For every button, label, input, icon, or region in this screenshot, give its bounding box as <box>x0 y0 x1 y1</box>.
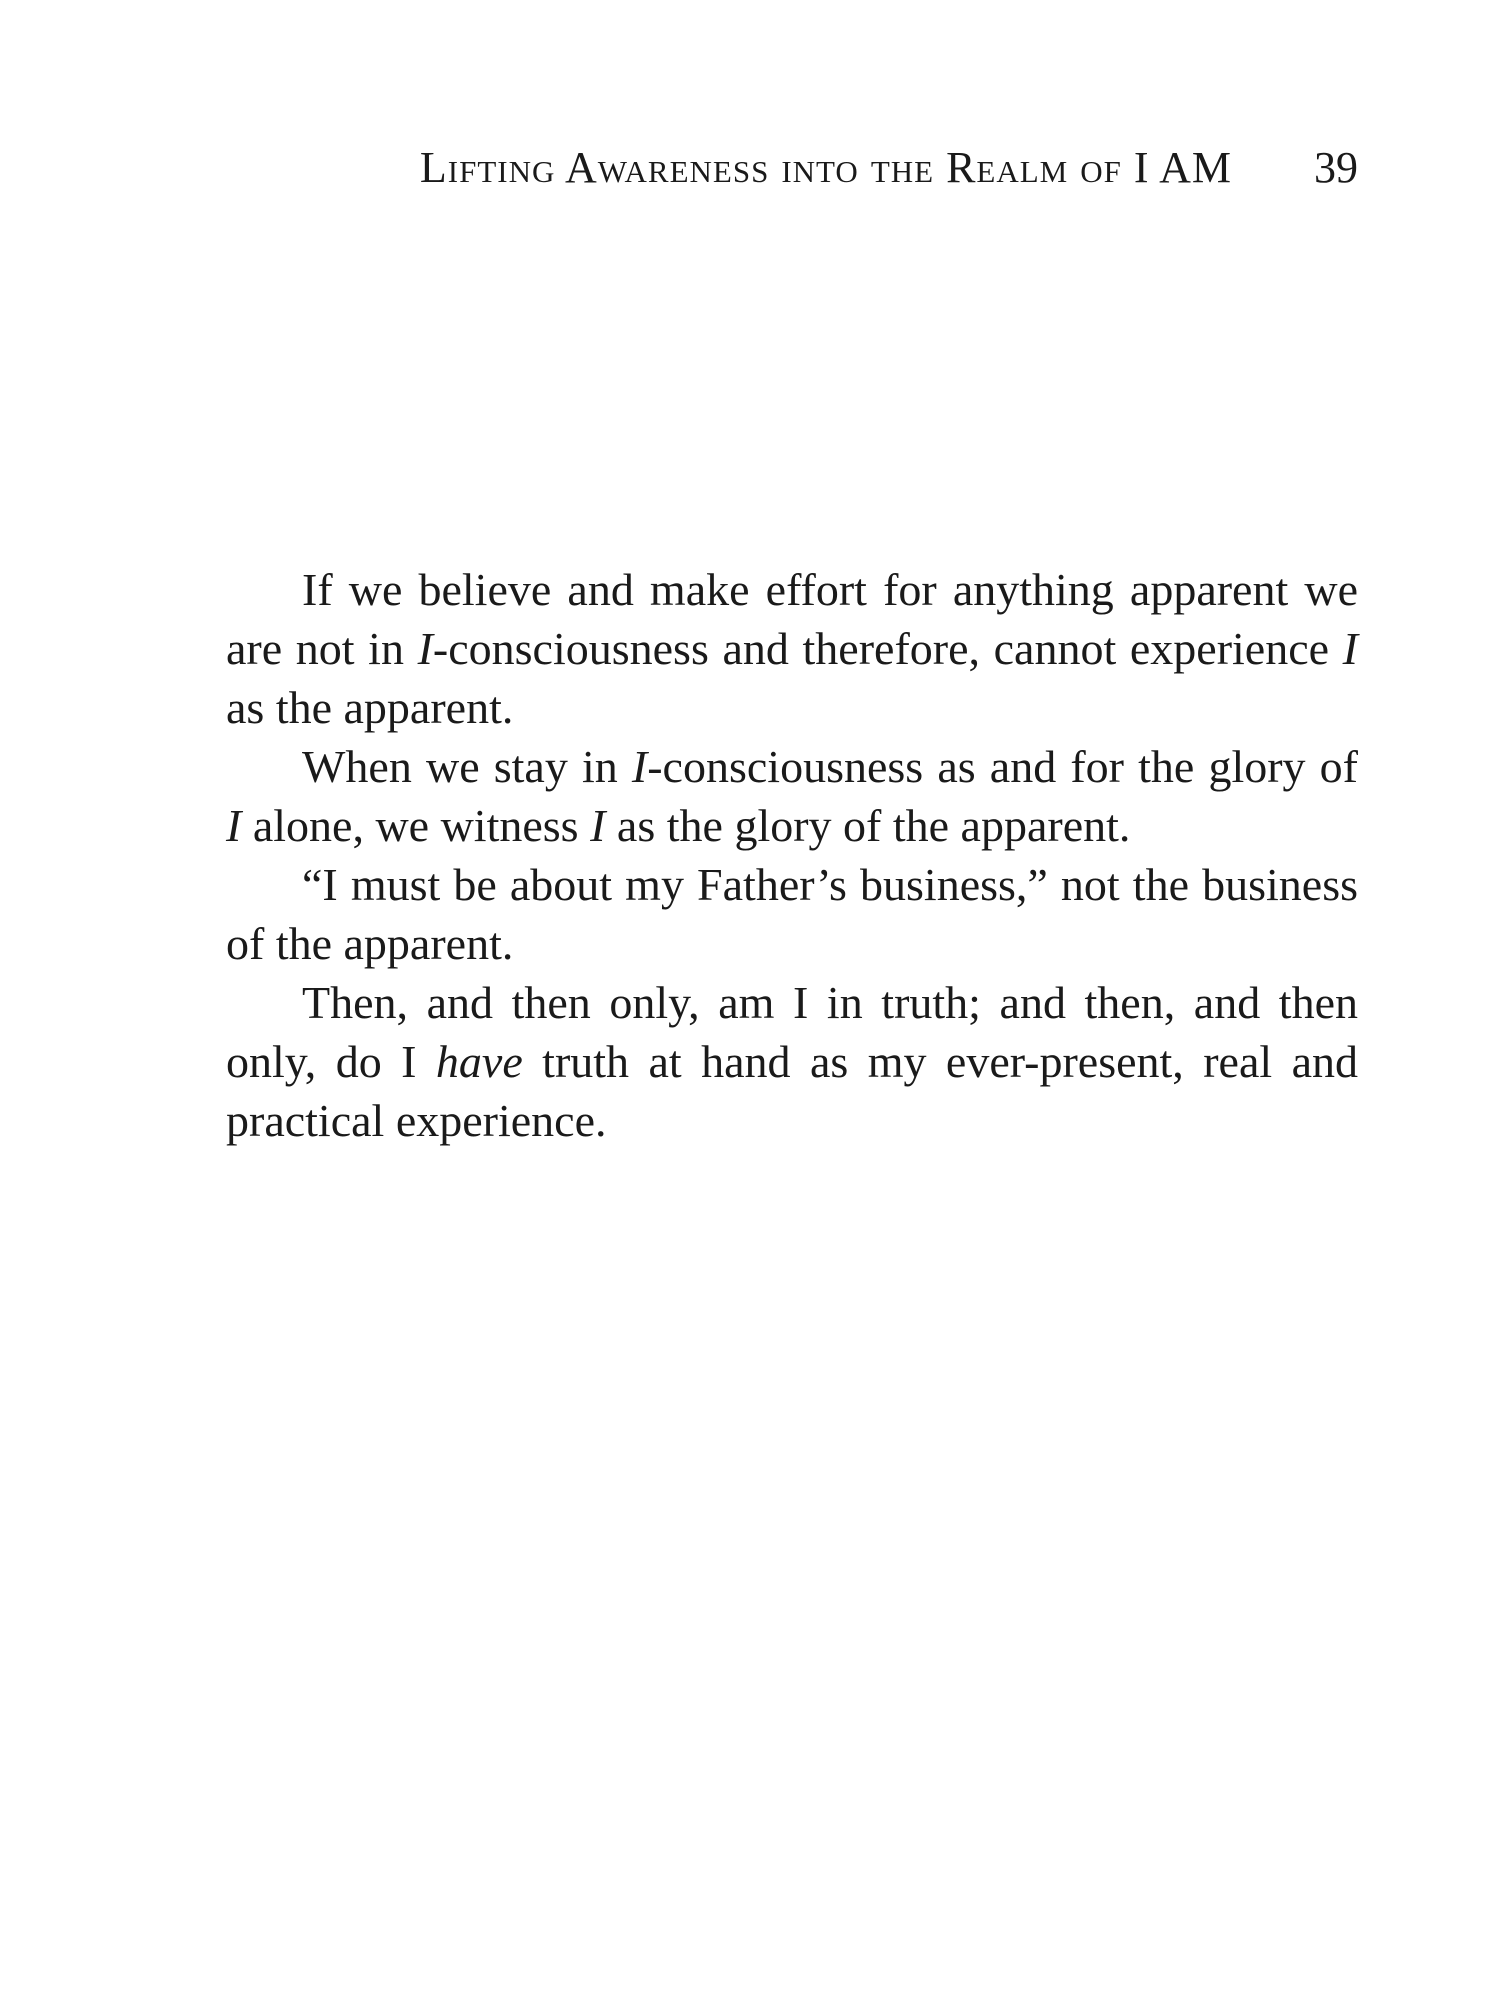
paragraph-4 <box>226 973 1358 1150</box>
text-run: truth at hand as my ever-present, real and practical experience. <box>226 1036 1358 1146</box>
italic-i: I <box>590 800 606 851</box>
text-run: as the glory of the apparent. <box>605 800 1131 851</box>
text-run: as the apparent. <box>226 682 514 733</box>
paragraph-1 <box>226 560 1358 737</box>
italic-have: have <box>435 1036 523 1087</box>
italic-i: I <box>631 741 648 792</box>
text-run: -consciousness as and for the glory of <box>647 741 1358 792</box>
page-number: 39 <box>1314 143 1358 192</box>
italic-i: I <box>1342 623 1358 674</box>
italic-i: I <box>226 800 242 851</box>
text-run: If we believe and make effort for anything apparent we are not in <box>226 564 1358 674</box>
italic-i: I <box>417 623 433 674</box>
body-text <box>226 560 1358 1150</box>
text-run: When we stay in <box>302 741 632 792</box>
text-run: -consciousness and therefore, cannot experience <box>432 623 1343 674</box>
running-head <box>0 138 1358 198</box>
paragraph-2 <box>226 737 1358 855</box>
text-run: Then, and then only, am I in truth; and then, and then only, do I <box>226 977 1358 1087</box>
text-run: alone, we witness <box>241 800 591 851</box>
running-title: Lifting Awareness into the Realm of I AM <box>419 143 1232 192</box>
paragraph-3 <box>226 855 1358 973</box>
text-run: “I must be about my Father’s business,” not the business of the apparent. <box>226 859 1358 969</box>
